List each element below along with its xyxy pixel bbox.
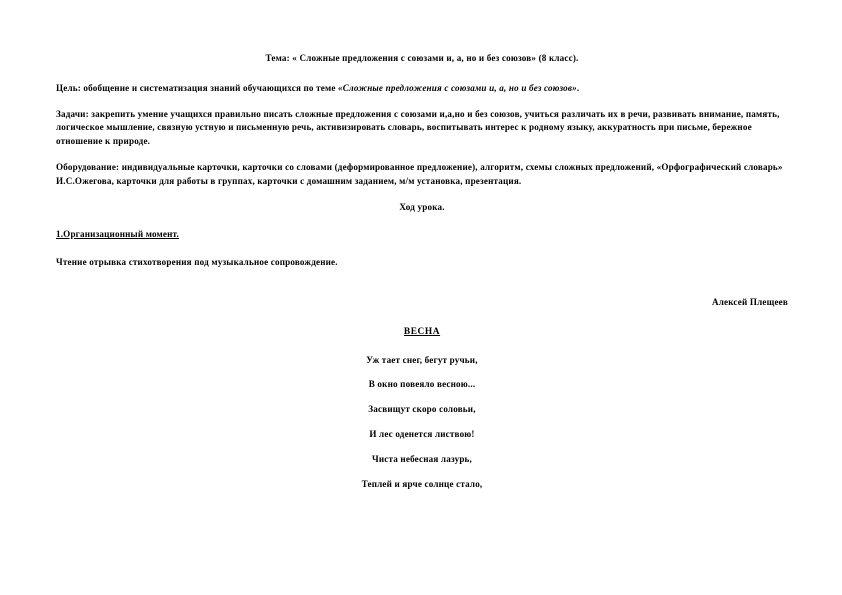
section-one-heading-text: 1.Организационный момент. xyxy=(56,229,179,240)
poem-line: И лес оденется листвою! xyxy=(369,428,475,439)
lesson-tasks-text: закрепить умение учащихся правильно писать сложные предложения с союзами и,а,но и без союзов, учиться различать их в речи, развивать внимание, память, логическое мышление, связную устную и письменную речь, активизировать словарь, воспитывать интерес к родному языку, аккуратность при письме, бережное отношение к природе. xyxy=(56,108,780,147)
lesson-goal-text-before: обобщение и систематизация знаний обучающихся по теме xyxy=(80,82,339,93)
document-content xyxy=(56,52,788,502)
lesson-goal-text-after: . xyxy=(576,82,580,93)
lesson-goal-paragraph xyxy=(56,82,788,96)
lesson-goal-label: Цель: xyxy=(56,82,81,93)
reading-instruction-line: Чтение отрывка стихотворения под музыкальное сопровождение. xyxy=(56,257,338,268)
poem-line: Теплей и ярче солнце стало, xyxy=(361,478,483,489)
lesson-topic-title: Тема: « Сложные предложения с союзами и, а, но и без союзов» (8 класс). xyxy=(265,53,579,63)
lesson-tasks-paragraph xyxy=(56,108,788,149)
poem-line: Уж тает снег, бегут ручьи, xyxy=(366,354,478,365)
poem-line: В окно повеяло весною... xyxy=(368,379,476,390)
section-one-heading xyxy=(56,228,788,242)
lesson-equipment-paragraph xyxy=(56,161,788,189)
poem-title-text: ВЕСНА xyxy=(403,326,441,337)
poem-line: Чиста небесная лазурь, xyxy=(371,453,473,464)
lesson-equipment-text: индивидуальные карточки, карточки со словами (деформированное предложение), алгоритм, схемы сложных предложений, «Орфографический словарь» И.С.Ожегова, карточки для работы в группах, карточки с домашним заданием, м/м установка, презентация. xyxy=(56,161,783,186)
poem-line: Засвищут скоро соловьи, xyxy=(368,404,476,415)
lesson-tasks-label: Задачи: xyxy=(56,108,89,119)
lesson-flow-heading: Ход урока. xyxy=(399,201,445,212)
lesson-equipment-label: Оборудование: xyxy=(56,161,120,172)
poem-author: Алексей Плещеев xyxy=(711,296,788,307)
poem-title xyxy=(56,326,788,340)
lesson-goal-quoted-theme: «Сложные предложения с союзами и, а, но и без союзов» xyxy=(338,82,577,93)
